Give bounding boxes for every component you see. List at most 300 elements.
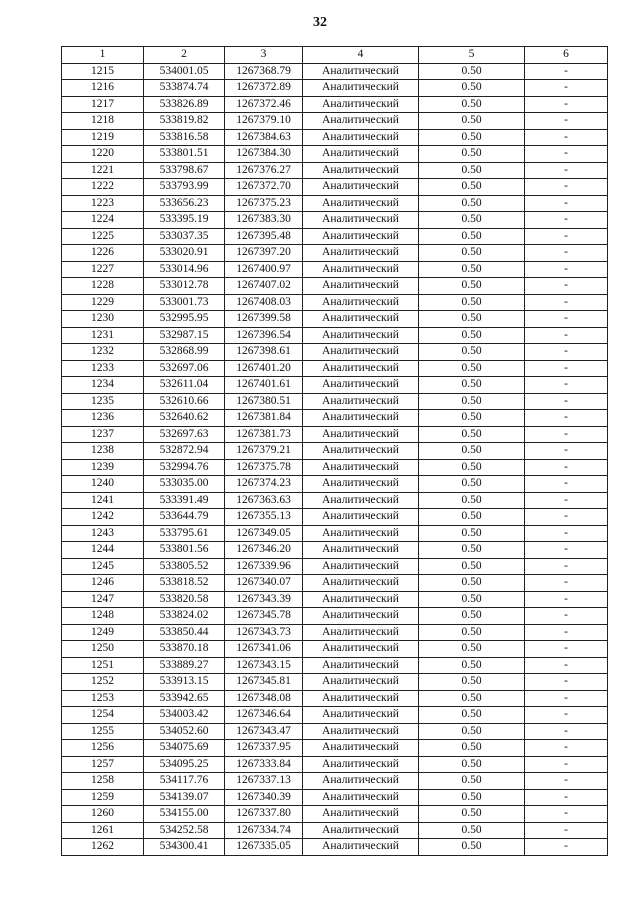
point-number-cell: 1235 (62, 393, 144, 410)
method-cell: Аналитический (303, 113, 419, 130)
method-cell: Аналитический (303, 525, 419, 542)
y-coordinate-cell: 1267384.63 (225, 129, 303, 146)
method-cell: Аналитический (303, 773, 419, 790)
table-row (62, 96, 608, 113)
point-number-cell: 1259 (62, 789, 144, 806)
x-coordinate-cell: 534252.58 (144, 822, 225, 839)
method-cell: Аналитический (303, 393, 419, 410)
table-row (62, 608, 608, 625)
y-coordinate-cell: 1267399.58 (225, 311, 303, 328)
coordinates-table (61, 46, 608, 856)
note-cell: - (525, 690, 608, 707)
table-row (62, 740, 608, 757)
accuracy-cell: 0.50 (419, 245, 525, 262)
point-number-cell: 1217 (62, 96, 144, 113)
y-coordinate-cell: 1267348.08 (225, 690, 303, 707)
point-number-cell: 1215 (62, 63, 144, 80)
table-row (62, 558, 608, 575)
method-cell: Аналитический (303, 641, 419, 658)
accuracy-cell: 0.50 (419, 591, 525, 608)
table-row (62, 360, 608, 377)
point-number-cell: 1242 (62, 509, 144, 526)
note-cell: - (525, 443, 608, 460)
method-cell: Аналитический (303, 311, 419, 328)
note-cell: - (525, 558, 608, 575)
method-cell: Аналитический (303, 806, 419, 823)
point-number-cell: 1239 (62, 459, 144, 476)
point-number-cell: 1253 (62, 690, 144, 707)
y-coordinate-cell: 1267381.84 (225, 410, 303, 427)
method-cell: Аналитический (303, 822, 419, 839)
point-number-cell: 1218 (62, 113, 144, 130)
accuracy-cell: 0.50 (419, 294, 525, 311)
y-coordinate-cell: 1267401.20 (225, 360, 303, 377)
x-coordinate-cell: 532995.95 (144, 311, 225, 328)
y-coordinate-cell: 1267349.05 (225, 525, 303, 542)
method-cell: Аналитический (303, 492, 419, 509)
note-cell: - (525, 311, 608, 328)
table-row (62, 278, 608, 295)
x-coordinate-cell: 533001.73 (144, 294, 225, 311)
table-row (62, 806, 608, 823)
note-cell: - (525, 146, 608, 163)
note-cell: - (525, 773, 608, 790)
table-row (62, 162, 608, 179)
accuracy-cell: 0.50 (419, 509, 525, 526)
x-coordinate-cell: 532640.62 (144, 410, 225, 427)
table-row (62, 839, 608, 856)
accuracy-cell: 0.50 (419, 278, 525, 295)
accuracy-cell: 0.50 (419, 707, 525, 724)
point-number-cell: 1226 (62, 245, 144, 262)
table-row (62, 542, 608, 559)
table-row (62, 228, 608, 245)
y-coordinate-cell: 1267397.20 (225, 245, 303, 262)
point-number-cell: 1251 (62, 657, 144, 674)
x-coordinate-cell: 533656.23 (144, 195, 225, 212)
point-number-cell: 1252 (62, 674, 144, 691)
note-cell: - (525, 723, 608, 740)
point-number-cell: 1222 (62, 179, 144, 196)
x-coordinate-cell: 534052.60 (144, 723, 225, 740)
note-cell: - (525, 113, 608, 130)
point-number-cell: 1241 (62, 492, 144, 509)
x-coordinate-cell: 534075.69 (144, 740, 225, 757)
accuracy-cell: 0.50 (419, 492, 525, 509)
accuracy-cell: 0.50 (419, 459, 525, 476)
table-row (62, 410, 608, 427)
accuracy-cell: 0.50 (419, 212, 525, 229)
table-row (62, 657, 608, 674)
accuracy-cell: 0.50 (419, 179, 525, 196)
point-number-cell: 1231 (62, 327, 144, 344)
table-row (62, 509, 608, 526)
point-number-cell: 1256 (62, 740, 144, 757)
point-number-cell: 1223 (62, 195, 144, 212)
x-coordinate-cell: 533391.49 (144, 492, 225, 509)
y-coordinate-cell: 1267343.73 (225, 624, 303, 641)
x-coordinate-cell: 533874.74 (144, 80, 225, 97)
note-cell: - (525, 278, 608, 295)
method-cell: Аналитический (303, 509, 419, 526)
method-cell: Аналитический (303, 459, 419, 476)
table-row (62, 344, 608, 361)
method-cell: Аналитический (303, 96, 419, 113)
y-coordinate-cell: 1267345.81 (225, 674, 303, 691)
method-cell: Аналитический (303, 410, 419, 427)
method-cell: Аналитический (303, 789, 419, 806)
accuracy-cell: 0.50 (419, 525, 525, 542)
page-number: 32 (313, 15, 327, 30)
point-number-cell: 1224 (62, 212, 144, 229)
note-cell: - (525, 344, 608, 361)
note-cell: - (525, 789, 608, 806)
table-row (62, 212, 608, 229)
x-coordinate-cell: 534155.00 (144, 806, 225, 823)
note-cell: - (525, 96, 608, 113)
x-coordinate-cell: 533870.18 (144, 641, 225, 658)
y-coordinate-cell: 1267337.95 (225, 740, 303, 757)
table-row (62, 245, 608, 262)
x-coordinate-cell: 533395.19 (144, 212, 225, 229)
x-coordinate-cell: 534095.25 (144, 756, 225, 773)
note-cell: - (525, 822, 608, 839)
x-coordinate-cell: 533020.91 (144, 245, 225, 262)
table-row (62, 476, 608, 493)
accuracy-cell: 0.50 (419, 773, 525, 790)
column-header: 5 (419, 47, 525, 64)
method-cell: Аналитический (303, 80, 419, 97)
method-cell: Аналитический (303, 657, 419, 674)
x-coordinate-cell: 533037.35 (144, 228, 225, 245)
accuracy-cell: 0.50 (419, 327, 525, 344)
x-coordinate-cell: 533826.89 (144, 96, 225, 113)
method-cell: Аналитический (303, 674, 419, 691)
point-number-cell: 1234 (62, 377, 144, 394)
y-coordinate-cell: 1267340.07 (225, 575, 303, 592)
accuracy-cell: 0.50 (419, 146, 525, 163)
point-number-cell: 1221 (62, 162, 144, 179)
method-cell: Аналитический (303, 129, 419, 146)
method-cell: Аналитический (303, 624, 419, 641)
point-number-cell: 1248 (62, 608, 144, 625)
table-row (62, 525, 608, 542)
column-header: 4 (303, 47, 419, 64)
note-cell: - (525, 179, 608, 196)
x-coordinate-cell: 533801.51 (144, 146, 225, 163)
note-cell: - (525, 459, 608, 476)
note-cell: - (525, 129, 608, 146)
x-coordinate-cell: 533816.58 (144, 129, 225, 146)
note-cell: - (525, 162, 608, 179)
y-coordinate-cell: 1267401.61 (225, 377, 303, 394)
accuracy-cell: 0.50 (419, 657, 525, 674)
note-cell: - (525, 327, 608, 344)
point-number-cell: 1250 (62, 641, 144, 658)
accuracy-cell: 0.50 (419, 410, 525, 427)
table-header-row (62, 47, 608, 64)
accuracy-cell: 0.50 (419, 575, 525, 592)
point-number-cell: 1238 (62, 443, 144, 460)
x-coordinate-cell: 532610.66 (144, 393, 225, 410)
point-number-cell: 1244 (62, 542, 144, 559)
accuracy-cell: 0.50 (419, 822, 525, 839)
method-cell: Аналитический (303, 63, 419, 80)
y-coordinate-cell: 1267381.73 (225, 426, 303, 443)
accuracy-cell: 0.50 (419, 96, 525, 113)
y-coordinate-cell: 1267355.13 (225, 509, 303, 526)
accuracy-cell: 0.50 (419, 129, 525, 146)
table-row (62, 690, 608, 707)
accuracy-cell: 0.50 (419, 113, 525, 130)
column-header: 1 (62, 47, 144, 64)
accuracy-cell: 0.50 (419, 377, 525, 394)
accuracy-cell: 0.50 (419, 360, 525, 377)
note-cell: - (525, 542, 608, 559)
point-number-cell: 1230 (62, 311, 144, 328)
accuracy-cell: 0.50 (419, 228, 525, 245)
note-cell: - (525, 756, 608, 773)
accuracy-cell: 0.50 (419, 690, 525, 707)
note-cell: - (525, 294, 608, 311)
note-cell: - (525, 591, 608, 608)
table-row (62, 80, 608, 97)
note-cell: - (525, 245, 608, 262)
note-cell: - (525, 575, 608, 592)
y-coordinate-cell: 1267379.21 (225, 443, 303, 460)
method-cell: Аналитический (303, 344, 419, 361)
point-number-cell: 1216 (62, 80, 144, 97)
method-cell: Аналитический (303, 690, 419, 707)
table-row (62, 129, 608, 146)
note-cell: - (525, 492, 608, 509)
x-coordinate-cell: 532697.06 (144, 360, 225, 377)
point-number-cell: 1254 (62, 707, 144, 724)
x-coordinate-cell: 533824.02 (144, 608, 225, 625)
note-cell: - (525, 212, 608, 229)
method-cell: Аналитический (303, 476, 419, 493)
note-cell: - (525, 608, 608, 625)
note-cell: - (525, 657, 608, 674)
table-row (62, 575, 608, 592)
y-coordinate-cell: 1267372.70 (225, 179, 303, 196)
x-coordinate-cell: 533795.61 (144, 525, 225, 542)
x-coordinate-cell: 533818.52 (144, 575, 225, 592)
table-row (62, 146, 608, 163)
accuracy-cell: 0.50 (419, 674, 525, 691)
table-row (62, 195, 608, 212)
method-cell: Аналитический (303, 443, 419, 460)
column-header: 6 (525, 47, 608, 64)
y-coordinate-cell: 1267407.02 (225, 278, 303, 295)
table-row (62, 707, 608, 724)
x-coordinate-cell: 533644.79 (144, 509, 225, 526)
point-number-cell: 1261 (62, 822, 144, 839)
y-coordinate-cell: 1267333.84 (225, 756, 303, 773)
y-coordinate-cell: 1267346.64 (225, 707, 303, 724)
x-coordinate-cell: 532868.99 (144, 344, 225, 361)
x-coordinate-cell: 533012.78 (144, 278, 225, 295)
x-coordinate-cell: 532697.63 (144, 426, 225, 443)
point-number-cell: 1229 (62, 294, 144, 311)
point-number-cell: 1258 (62, 773, 144, 790)
point-number-cell: 1255 (62, 723, 144, 740)
table-row (62, 261, 608, 278)
y-coordinate-cell: 1267398.61 (225, 344, 303, 361)
x-coordinate-cell: 533820.58 (144, 591, 225, 608)
x-coordinate-cell: 534117.76 (144, 773, 225, 790)
method-cell: Аналитический (303, 542, 419, 559)
note-cell: - (525, 426, 608, 443)
accuracy-cell: 0.50 (419, 344, 525, 361)
note-cell: - (525, 839, 608, 856)
x-coordinate-cell: 532994.76 (144, 459, 225, 476)
table-row (62, 756, 608, 773)
note-cell: - (525, 509, 608, 526)
method-cell: Аналитический (303, 245, 419, 262)
point-number-cell: 1236 (62, 410, 144, 427)
note-cell: - (525, 360, 608, 377)
x-coordinate-cell: 533819.82 (144, 113, 225, 130)
note-cell: - (525, 393, 608, 410)
accuracy-cell: 0.50 (419, 426, 525, 443)
note-cell: - (525, 806, 608, 823)
note-cell: - (525, 63, 608, 80)
table-row (62, 674, 608, 691)
accuracy-cell: 0.50 (419, 195, 525, 212)
accuracy-cell: 0.50 (419, 608, 525, 625)
note-cell: - (525, 641, 608, 658)
y-coordinate-cell: 1267339.96 (225, 558, 303, 575)
y-coordinate-cell: 1267375.23 (225, 195, 303, 212)
table-row (62, 179, 608, 196)
table-row (62, 789, 608, 806)
point-number-cell: 1233 (62, 360, 144, 377)
x-coordinate-cell: 534003.42 (144, 707, 225, 724)
y-coordinate-cell: 1267379.10 (225, 113, 303, 130)
column-header: 3 (225, 47, 303, 64)
point-number-cell: 1240 (62, 476, 144, 493)
table-row (62, 327, 608, 344)
method-cell: Аналитический (303, 723, 419, 740)
table-row (62, 426, 608, 443)
table-row (62, 113, 608, 130)
x-coordinate-cell: 533793.99 (144, 179, 225, 196)
point-number-cell: 1227 (62, 261, 144, 278)
y-coordinate-cell: 1267340.39 (225, 789, 303, 806)
table-row (62, 377, 608, 394)
point-number-cell: 1243 (62, 525, 144, 542)
y-coordinate-cell: 1267408.03 (225, 294, 303, 311)
note-cell: - (525, 740, 608, 757)
y-coordinate-cell: 1267343.47 (225, 723, 303, 740)
x-coordinate-cell: 533850.44 (144, 624, 225, 641)
accuracy-cell: 0.50 (419, 542, 525, 559)
accuracy-cell: 0.50 (419, 740, 525, 757)
y-coordinate-cell: 1267337.80 (225, 806, 303, 823)
y-coordinate-cell: 1267400.97 (225, 261, 303, 278)
y-coordinate-cell: 1267363.63 (225, 492, 303, 509)
accuracy-cell: 0.50 (419, 806, 525, 823)
point-number-cell: 1260 (62, 806, 144, 823)
method-cell: Аналитический (303, 839, 419, 856)
y-coordinate-cell: 1267375.78 (225, 459, 303, 476)
method-cell: Аналитический (303, 756, 419, 773)
y-coordinate-cell: 1267341.06 (225, 641, 303, 658)
accuracy-cell: 0.50 (419, 641, 525, 658)
point-number-cell: 1232 (62, 344, 144, 361)
note-cell: - (525, 80, 608, 97)
note-cell: - (525, 624, 608, 641)
x-coordinate-cell: 533801.56 (144, 542, 225, 559)
x-coordinate-cell: 533014.96 (144, 261, 225, 278)
y-coordinate-cell: 1267376.27 (225, 162, 303, 179)
point-number-cell: 1257 (62, 756, 144, 773)
x-coordinate-cell: 532872.94 (144, 443, 225, 460)
point-number-cell: 1237 (62, 426, 144, 443)
method-cell: Аналитический (303, 195, 419, 212)
table-row (62, 624, 608, 641)
x-coordinate-cell: 533889.27 (144, 657, 225, 674)
x-coordinate-cell: 533798.67 (144, 162, 225, 179)
table-row (62, 459, 608, 476)
accuracy-cell: 0.50 (419, 789, 525, 806)
note-cell: - (525, 476, 608, 493)
y-coordinate-cell: 1267372.46 (225, 96, 303, 113)
accuracy-cell: 0.50 (419, 756, 525, 773)
method-cell: Аналитический (303, 294, 419, 311)
y-coordinate-cell: 1267346.20 (225, 542, 303, 559)
method-cell: Аналитический (303, 228, 419, 245)
y-coordinate-cell: 1267343.15 (225, 657, 303, 674)
method-cell: Аналитический (303, 608, 419, 625)
point-number-cell: 1262 (62, 839, 144, 856)
accuracy-cell: 0.50 (419, 311, 525, 328)
table-row (62, 63, 608, 80)
note-cell: - (525, 410, 608, 427)
table-row (62, 822, 608, 839)
accuracy-cell: 0.50 (419, 839, 525, 856)
column-header: 2 (144, 47, 225, 64)
table-row (62, 773, 608, 790)
point-number-cell: 1249 (62, 624, 144, 641)
method-cell: Аналитический (303, 558, 419, 575)
y-coordinate-cell: 1267372.89 (225, 80, 303, 97)
x-coordinate-cell: 534001.05 (144, 63, 225, 80)
y-coordinate-cell: 1267395.48 (225, 228, 303, 245)
y-coordinate-cell: 1267396.54 (225, 327, 303, 344)
accuracy-cell: 0.50 (419, 162, 525, 179)
y-coordinate-cell: 1267380.51 (225, 393, 303, 410)
x-coordinate-cell: 533035.00 (144, 476, 225, 493)
method-cell: Аналитический (303, 377, 419, 394)
x-coordinate-cell: 533913.15 (144, 674, 225, 691)
table-row (62, 641, 608, 658)
method-cell: Аналитический (303, 426, 419, 443)
note-cell: - (525, 228, 608, 245)
y-coordinate-cell: 1267335.05 (225, 839, 303, 856)
point-number-cell: 1245 (62, 558, 144, 575)
point-number-cell: 1247 (62, 591, 144, 608)
method-cell: Аналитический (303, 146, 419, 163)
y-coordinate-cell: 1267384.30 (225, 146, 303, 163)
note-cell: - (525, 525, 608, 542)
y-coordinate-cell: 1267368.79 (225, 63, 303, 80)
x-coordinate-cell: 532611.04 (144, 377, 225, 394)
method-cell: Аналитический (303, 278, 419, 295)
table-row (62, 311, 608, 328)
method-cell: Аналитический (303, 360, 419, 377)
